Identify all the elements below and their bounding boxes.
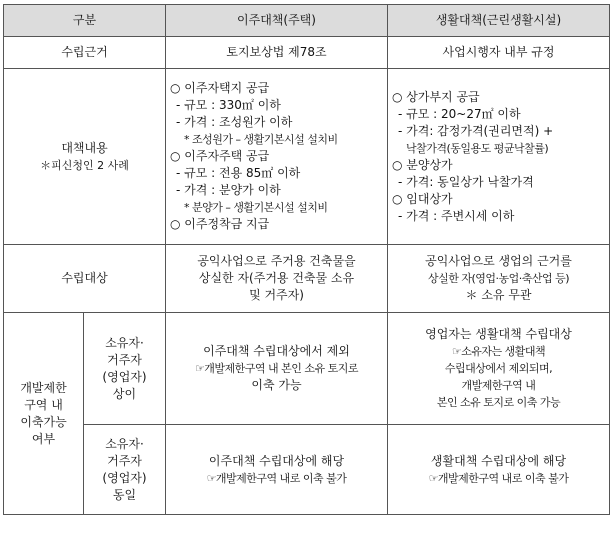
different-label: 상이	[112, 386, 137, 401]
target-line: 및 거주자)	[249, 288, 304, 302]
same-label: 거주자	[107, 453, 142, 468]
possibility-label: 여부	[31, 431, 56, 446]
content-item: - 가격 : 주변시세 이하	[398, 208, 515, 223]
different-line: ☞소유자는 생활대책	[451, 345, 546, 358]
comparison-table	[3, 4, 610, 515]
header-livelihood: 생활대책(근린생활시설)	[388, 5, 610, 37]
content-item: ○ 상가부지 공급	[392, 89, 480, 104]
different-label-cell	[84, 313, 166, 425]
content-item: 낙찰가격(동일용도 평균낙찰률)	[406, 141, 549, 155]
header-category: 구분	[4, 5, 166, 37]
same-line: 이주대책 수립대상에 해당	[208, 453, 345, 468]
basis-label: 수립근거	[4, 37, 166, 69]
different-line: 개발제한구역 내	[461, 379, 536, 392]
same-livelihood	[388, 425, 610, 515]
different-line: 수립대상에서 제외되며,	[444, 362, 553, 375]
content-item: - 가격 : 분양가 이하	[176, 183, 281, 197]
different-line: ☞개발제한구역 내 본인 소유 토지로	[194, 362, 359, 375]
same-label: 동일	[112, 487, 137, 502]
target-line: 상실한 자(영업·농업·축산업 등)	[427, 272, 570, 285]
different-label: 소유자·	[105, 335, 144, 350]
content-item: - 규모 : 20~27㎡ 이하	[398, 106, 521, 121]
content-item: - 규모 : 전용 85㎡ 이하	[176, 166, 301, 180]
row-possibility-same	[4, 425, 610, 515]
different-line: 영업자는 생활대책 수립대상	[425, 327, 572, 341]
possibility-label-cell	[4, 313, 84, 515]
same-line: ☞개발제한구역 내로 이축 불가	[206, 471, 347, 485]
target-livelihood	[388, 245, 610, 313]
content-label: 대책내용	[61, 140, 108, 155]
different-line: 본인 소유 토지로 이축 가능	[436, 396, 561, 409]
row-target	[4, 245, 610, 313]
target-line: 공익사업으로 생업의 근거를	[425, 254, 572, 268]
different-livelihood	[388, 313, 610, 425]
content-item: - 가격 : 조성원가 이하	[176, 115, 293, 129]
content-item: * 조성원가 – 생활기본시설 설치비	[184, 133, 338, 146]
basis-livelihood: 사업시행자 내부 규정	[388, 37, 610, 69]
content-sublabel: ＊피신청인 2 사례	[40, 158, 129, 172]
same-line: 생활대책 수립대상에 해당	[430, 453, 567, 468]
same-label: 소유자·	[105, 436, 144, 451]
same-line: ☞개발제한구역 내로 이축 불가	[428, 471, 569, 485]
target-label: 수립대상	[4, 245, 166, 313]
content-relocation	[166, 69, 388, 245]
possibility-label: 이축가능	[20, 414, 67, 429]
header-row	[4, 5, 610, 37]
target-relocation	[166, 245, 388, 313]
same-label: (영업자)	[102, 470, 147, 485]
row-basis	[4, 37, 610, 69]
different-relocation	[166, 313, 388, 425]
same-label-cell	[84, 425, 166, 515]
header-relocation: 이주대책(주택)	[166, 5, 388, 37]
row-content	[4, 69, 610, 245]
content-label-cell	[4, 69, 166, 245]
row-possibility-different	[4, 313, 610, 425]
basis-relocation: 토지보상법 제78조	[166, 37, 388, 69]
content-item: - 가격: 동일상가 낙찰가격	[398, 174, 534, 189]
different-line: 이축 가능	[251, 378, 302, 392]
target-line: ＊ 소유 무관	[465, 288, 532, 302]
target-line: 상실한 자(주거용 건축물 소유	[198, 271, 355, 285]
content-item: - 가격: 감정가격(권리면적) +	[398, 123, 554, 138]
different-label: 거주자	[107, 352, 142, 367]
content-item: ○ 이주정착금 지급	[170, 217, 270, 231]
different-label: (영업자)	[102, 369, 147, 384]
content-item: ○ 임대상가	[392, 191, 453, 206]
content-item: ○ 분양상가	[392, 157, 453, 172]
target-line: 공익사업으로 주거용 건축물을	[197, 254, 356, 268]
content-item: ○ 이주자택지 공급	[170, 81, 270, 95]
different-line: 이주대책 수립대상에서 제외	[203, 344, 350, 358]
possibility-label: 구역 내	[24, 397, 63, 412]
content-item: - 규모 : 330㎡ 이하	[176, 98, 281, 112]
content-item: ○ 이주자주택 공급	[170, 149, 270, 163]
content-livelihood	[388, 69, 610, 245]
content-item: * 분양가 – 생활기본시설 설치비	[184, 201, 328, 214]
possibility-label: 개발제한	[20, 380, 67, 395]
same-relocation	[166, 425, 388, 515]
